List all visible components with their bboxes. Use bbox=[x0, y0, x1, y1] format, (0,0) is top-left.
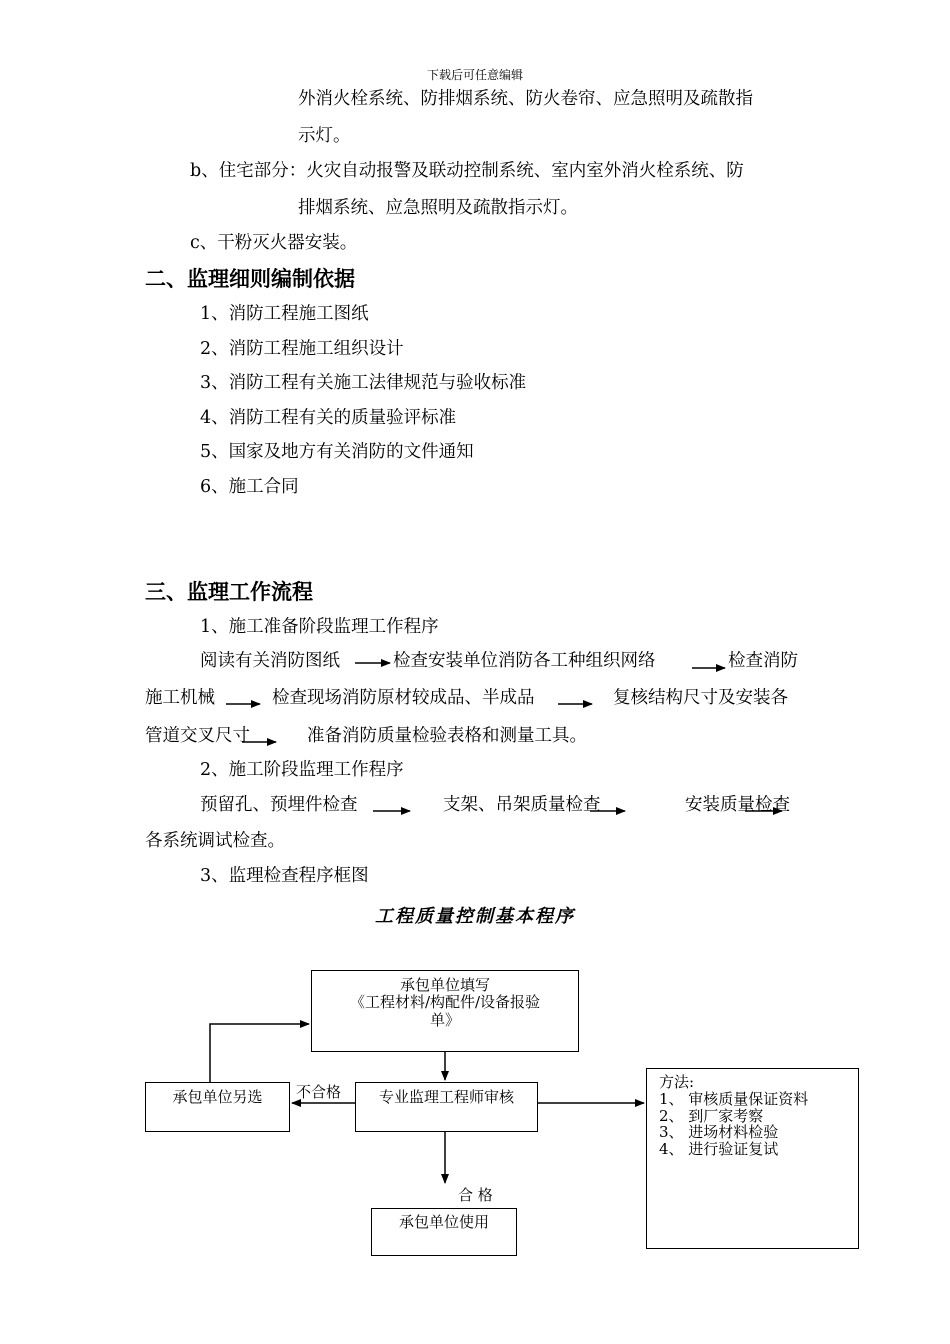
box-text: 《工程材料/构配件/设备报验 bbox=[349, 993, 541, 1012]
list-item: 6、施工合同 bbox=[200, 477, 299, 497]
paragraph-line: c、干粉灭火器安装。 bbox=[190, 233, 358, 253]
label-pass: 合 格 bbox=[458, 1186, 493, 1204]
method-item: 1、 审核质量保证资料 bbox=[659, 1089, 809, 1108]
list-item: 1、消防工程施工图纸 bbox=[200, 304, 369, 324]
list-item: 5、国家及地方有关消防的文件通知 bbox=[200, 442, 474, 462]
flow-step: 预留孔、预埋件检查 bbox=[200, 795, 358, 815]
box-text: 承包单位另选 bbox=[172, 1088, 263, 1106]
box-contractor-reselect bbox=[145, 1082, 290, 1132]
flow-step: 阅读有关消防图纸 bbox=[200, 651, 340, 671]
box-contractor-use bbox=[371, 1208, 517, 1256]
section-heading: 三、监理工作流程 bbox=[145, 579, 313, 604]
method-item: 4、 进行验证复试 bbox=[659, 1140, 779, 1159]
paragraph-line: 排烟系统、应急照明及疏散指示灯。 bbox=[298, 198, 578, 218]
method-item: 2、 到厂家考察 bbox=[659, 1106, 764, 1125]
methods-title: 方法: bbox=[659, 1073, 695, 1091]
subheading: 2、施工阶段监理工作程序 bbox=[200, 760, 404, 780]
flow-step: 安装质量检查 bbox=[685, 795, 790, 815]
paragraph-line: b、住宅部分：火灾自动报警及联动控制系统、室内室外消火栓系统、防 bbox=[190, 161, 744, 181]
box-methods bbox=[646, 1068, 859, 1249]
flow-step: 各系统调试检查。 bbox=[145, 831, 285, 851]
subheading: 1、施工准备阶段监理工作程序 bbox=[200, 617, 439, 637]
subheading: 3、监理检查程序框图 bbox=[200, 866, 369, 886]
label-fail: 不合格 bbox=[296, 1083, 342, 1101]
section-heading: 二、监理细则编制依据 bbox=[145, 266, 355, 291]
flow-step: 支架、吊架质量检查 bbox=[443, 795, 601, 815]
flowchart-title: 工程质量控制基本程序 bbox=[375, 906, 575, 927]
flow-step: 准备消防质量检验表格和测量工具。 bbox=[307, 726, 587, 746]
flow-step: 检查消防 bbox=[728, 651, 798, 671]
box-contractor-fill-form bbox=[311, 970, 579, 1052]
list-item: 4、消防工程有关的质量验评标准 bbox=[200, 408, 457, 428]
page-header-note: 下载后可任意编辑 bbox=[426, 68, 523, 82]
box-text: 承包单位使用 bbox=[398, 1213, 489, 1231]
flow-step: 管道交叉尺寸 bbox=[145, 726, 250, 746]
list-item: 3、消防工程有关施工法律规范与验收标准 bbox=[200, 373, 527, 393]
flow-step: 施工机械 bbox=[145, 688, 215, 708]
paragraph-line: 示灯。 bbox=[298, 126, 351, 146]
flow-step: 检查现场消防原材较成品、半成品 bbox=[272, 688, 535, 708]
box-text: 专业监理工程师审核 bbox=[378, 1088, 514, 1106]
method-item: 3、 进场材料检验 bbox=[659, 1123, 779, 1142]
flow-step: 复核结构尺寸及安装各 bbox=[613, 688, 788, 708]
arrow-icon bbox=[210, 1024, 309, 1082]
box-text: 承包单位填写 bbox=[399, 976, 490, 994]
paragraph-line: 外消火栓系统、防排烟系统、防火卷帘、应急照明及疏散指 bbox=[298, 89, 753, 109]
box-text: 单》 bbox=[429, 1010, 460, 1029]
list-item: 2、消防工程施工组织设计 bbox=[200, 339, 404, 359]
box-engineer-review bbox=[355, 1082, 538, 1132]
flow-step: 检查安装单位消防各工种组织网络 bbox=[393, 651, 656, 671]
